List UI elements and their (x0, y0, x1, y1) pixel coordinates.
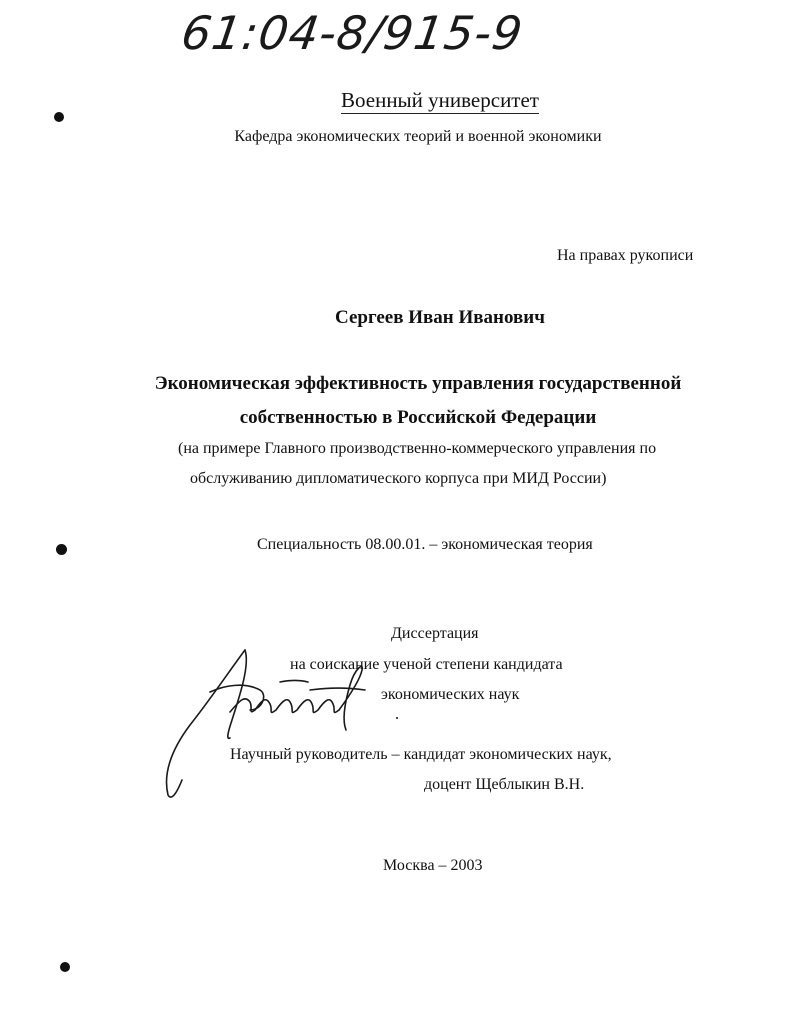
manuscript-rights-note: На правах рукописи (557, 247, 694, 264)
degree-line-1: на соискание ученой степени кандидата (290, 656, 563, 673)
degree-line-2: экономических наук (381, 686, 520, 703)
dissertation-label: Диссертация (391, 625, 479, 642)
supervisor-line-1: Научный руководитель – кандидат экономических наук, (230, 746, 612, 763)
department-name: Кафедра экономических теорий и военной экономики (234, 128, 602, 145)
thesis-title-line-2: собственностью в Российской Федерации (239, 407, 597, 428)
punch-hole-icon (60, 962, 70, 972)
thesis-title-line-1: Экономическая эффективность управления государственной (154, 373, 682, 394)
university-name: Военный университет (341, 88, 539, 112)
punch-hole-icon (56, 544, 67, 555)
supervisor-line-2: доцент Щеблыкин В.Н. (424, 776, 585, 793)
author-name: Сергеев Иван Иванович (335, 307, 545, 328)
signature-icon (150, 630, 390, 805)
handwritten-catalog-number: 61:04-8/915-9 (178, 6, 527, 60)
punch-hole-icon (54, 112, 64, 122)
scan-speck (396, 717, 398, 719)
thesis-subtitle-line-1: (на примере Главного производственно-коммерческого управления по (178, 440, 657, 457)
thesis-subtitle-line-2: обслуживанию дипломатического корпуса при МИД России) (190, 470, 607, 487)
city-year: Москва – 2003 (383, 857, 483, 874)
specialty: Специальность 08.00.01. – экономическая теория (257, 536, 593, 553)
